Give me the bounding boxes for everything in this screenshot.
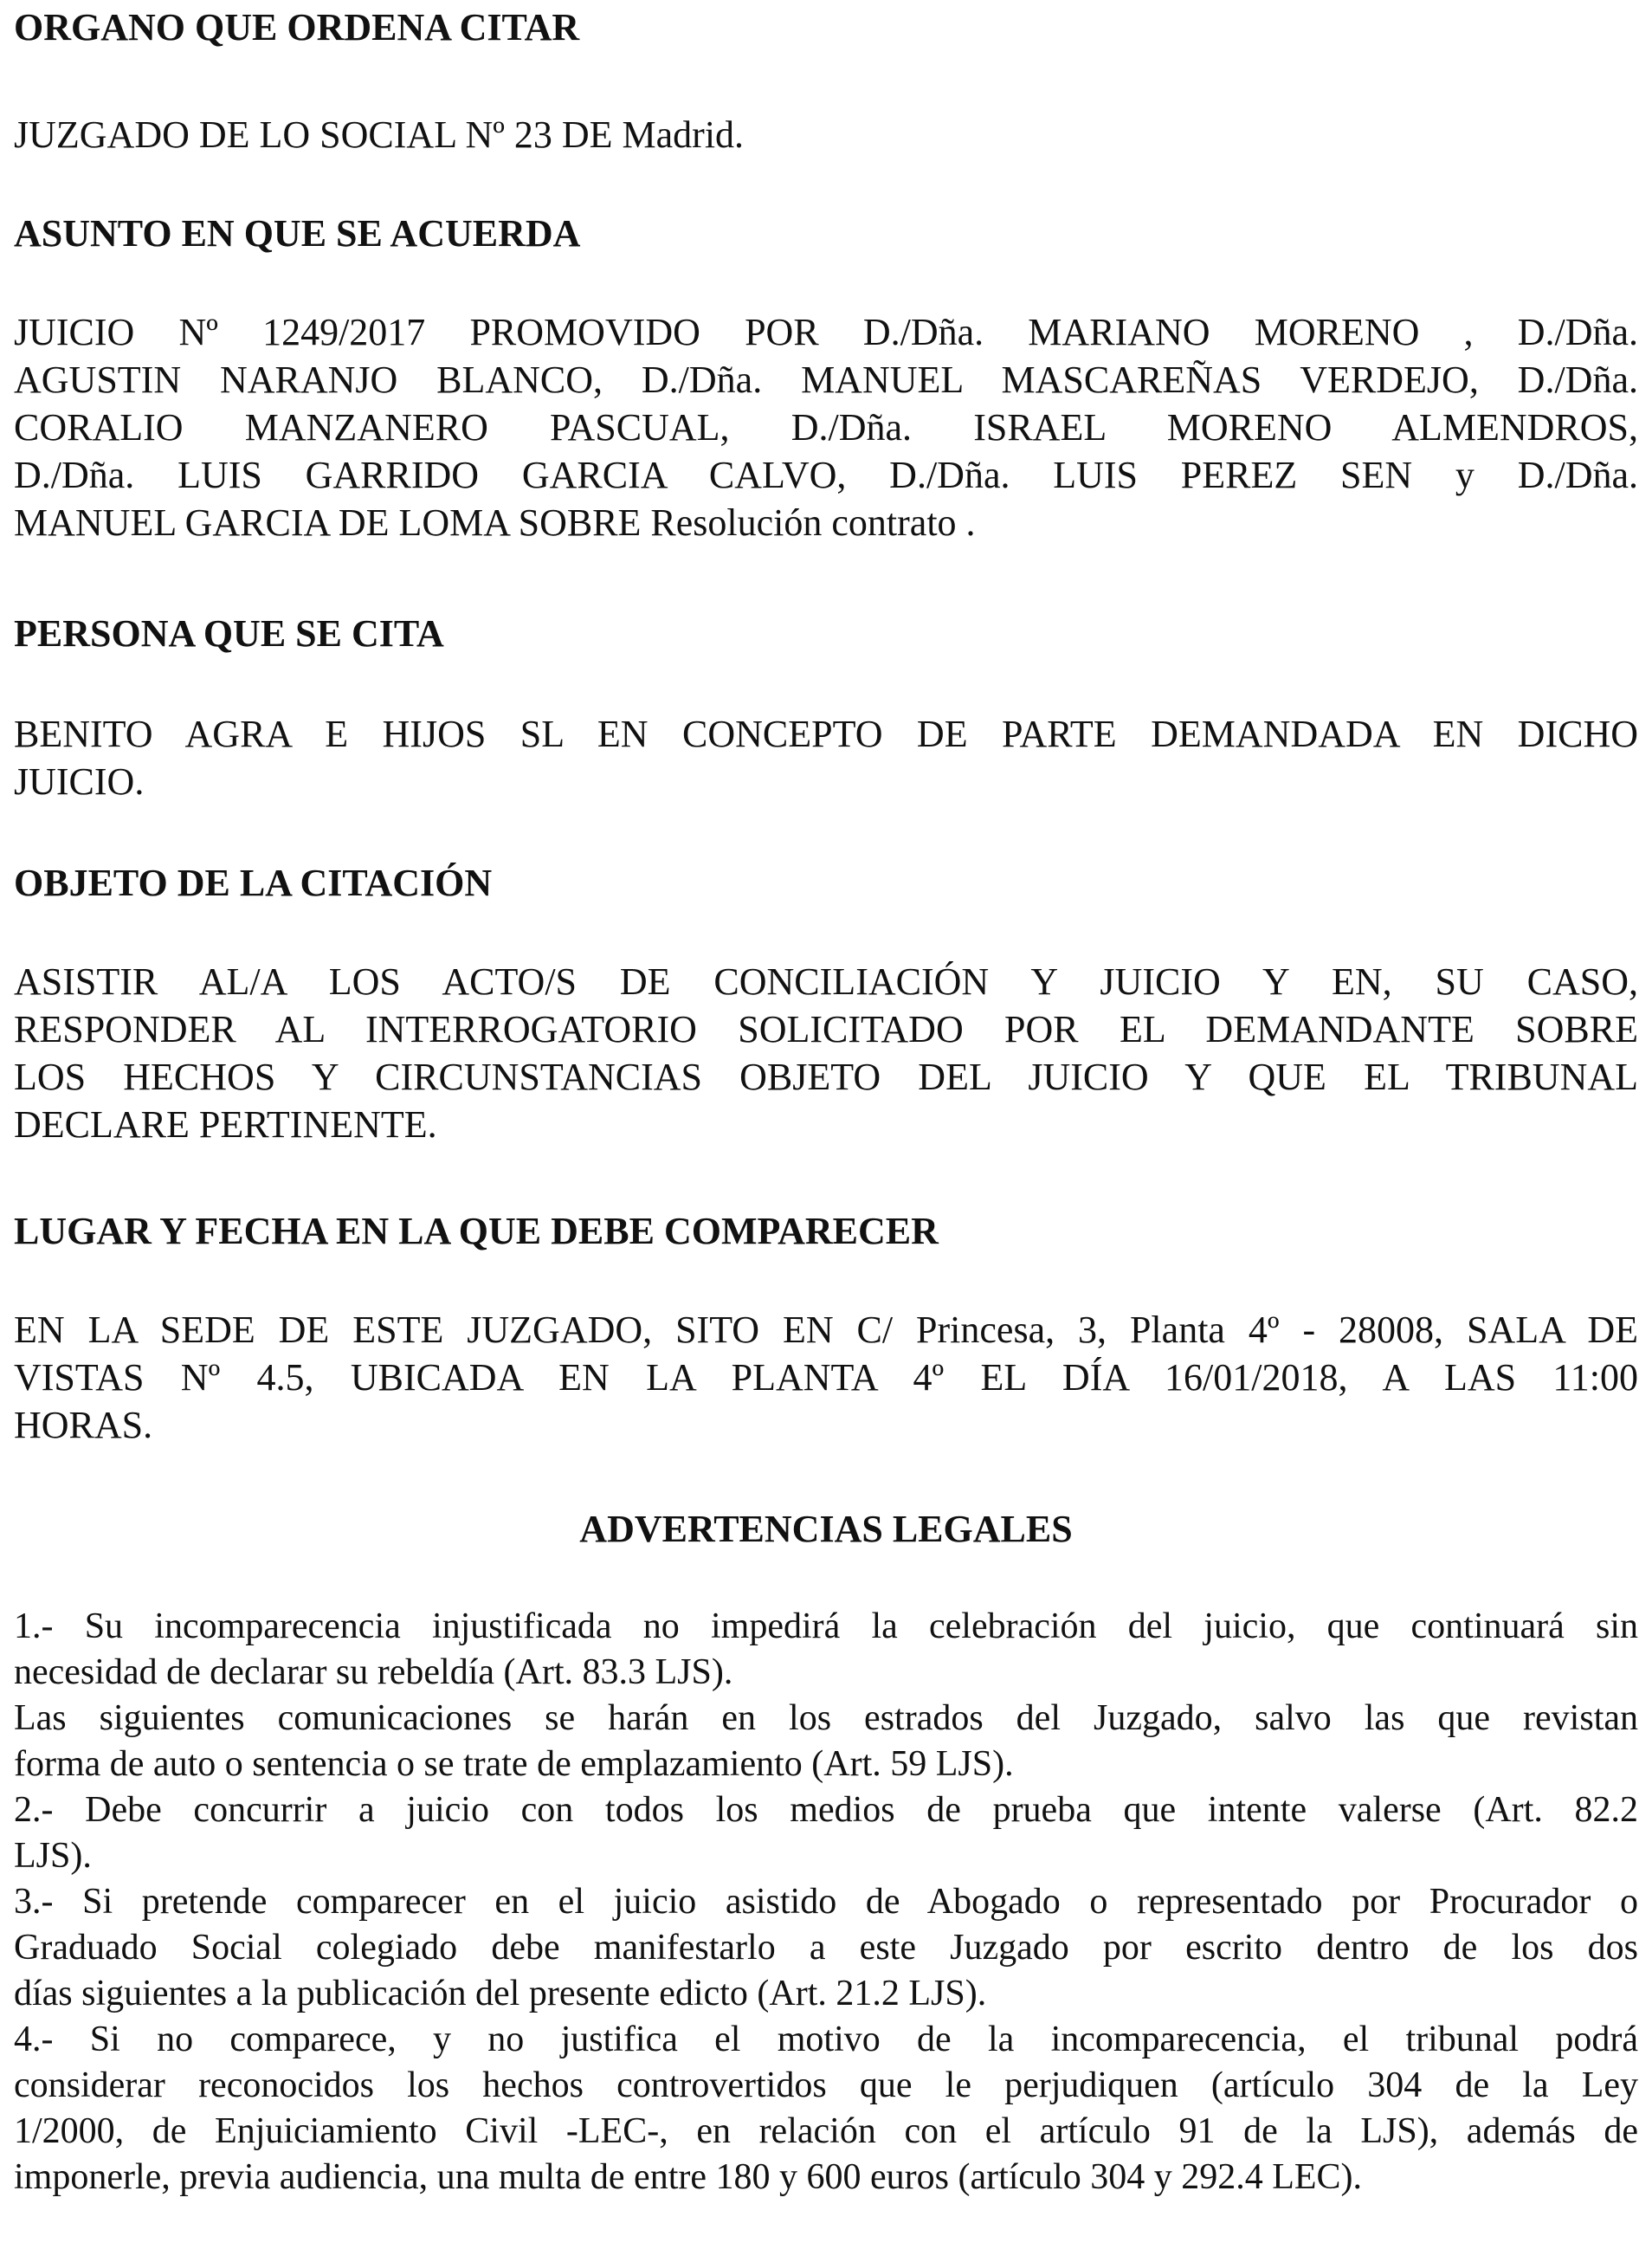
- advertencia-line: forma de auto o sentencia o se trate de emplazamiento (Art. 59 LJS).: [14, 1744, 1014, 1784]
- advertencia-line: imponerle, previa audiencia, una multa de entre 180 y 600 euros (artículo 304 y 292.4 LEC).: [14, 2157, 1363, 2197]
- asunto-line: MANUEL GARCIA DE LOMA SOBRE Resolución contrato .: [14, 501, 976, 544]
- advertencia-line: Las siguientes comunicaciones se harán en los estrados del Juzgado, salvo las que revistan: [14, 1698, 1638, 1738]
- asunto-line: CORALIO MANZANERO PASCUAL, D./Dña. ISRAEL MORENO ALMENDROS,: [14, 406, 1638, 449]
- persona-line: JUICIO.: [14, 760, 145, 803]
- heading-lugar: LUGAR Y FECHA EN LA QUE DEBE COMPARECER: [14, 1210, 939, 1252]
- asunto-line: AGUSTIN NARANJO BLANCO, D./Dña. MANUEL MASCAREÑAS VERDEJO, D./Dña.: [14, 359, 1638, 401]
- advertencia-line: 4.- Si no comparece, y no justifica el motivo de la incomparecencia, el tribunal podrá: [14, 2020, 1638, 2059]
- heading-advertencias: ADVERTENCIAS LEGALES: [579, 1508, 1073, 1550]
- heading-organo: ORGANO QUE ORDENA CITAR: [14, 6, 580, 48]
- persona-text: [14, 710, 1638, 805]
- lugar-line: HORAS.: [14, 1404, 153, 1446]
- organo-text: [14, 111, 1638, 158]
- objeto-line: ASISTIR AL/A LOS ACTO/S DE CONCILIACIÓN Y JUICIO Y EN, SU CASO,: [14, 960, 1638, 1003]
- organo-line: JUZGADO DE LO SOCIAL Nº 23 DE Madrid.: [14, 113, 745, 156]
- persona-line: BENITO AGRA E HIJOS SL EN CONCEPTO DE PARTE DEMANDADA EN DICHO: [14, 713, 1638, 755]
- advertencia-line: LJS).: [14, 1836, 92, 1876]
- asunto-text: [14, 308, 1638, 546]
- advertencia-line: necesidad de declarar su rebeldía (Art. 83.3 LJS).: [14, 1652, 733, 1692]
- heading-persona: PERSONA QUE SE CITA: [14, 612, 444, 655]
- advertencia-line: 1/2000, de Enjuiciamiento Civil -LEC-, en relación con el artículo 91 de la LJS), además de: [14, 2111, 1638, 2151]
- lugar-text: [14, 1306, 1638, 1449]
- asunto-line: D./Dña. LUIS GARRIDO GARCIA CALVO, D./Dña. LUIS PEREZ SEN y D./Dña.: [14, 454, 1638, 496]
- advertencias-text: [14, 1604, 1638, 2201]
- lugar-line: VISTAS Nº 4.5, UBICADA EN LA PLANTA 4º EL DÍA 16/01/2018, A LAS 11:00: [14, 1356, 1638, 1399]
- advertencia-line: 3.- Si pretende comparecer en el juicio asistido de Abogado o representado por Procurador o: [14, 1882, 1638, 1922]
- advertencia-line: Graduado Social colegiado debe manifestarlo a este Juzgado por escrito dentro de los dos: [14, 1928, 1638, 1968]
- advertencia-line: considerar reconocidos los hechos controvertidos que le perjudiquen (artículo 304 de la Ley: [14, 2065, 1638, 2105]
- asunto-line: JUICIO Nº 1249/2017 PROMOVIDO POR D./Dña. MARIANO MORENO , D./Dña.: [14, 311, 1638, 353]
- advertencia-line: 1.- Su incomparecencia injustificada no impedirá la celebración del juicio, que continuará sin: [14, 1606, 1638, 1646]
- heading-asunto: ASUNTO EN QUE SE ACUERDA: [14, 212, 581, 255]
- advertencia-line: 2.- Debe concurrir a juicio con todos los medios de prueba que intente valerse (Art. 82.2: [14, 1790, 1638, 1830]
- objeto-line: DECLARE PERTINENTE.: [14, 1103, 437, 1146]
- advertencia-line: días siguientes a la publicación del presente edicto (Art. 21.2 LJS).: [14, 1974, 987, 2013]
- lugar-line: EN LA SEDE DE ESTE JUZGADO, SITO EN C/ Princesa, 3, Planta 4º - 28008, SALA DE: [14, 1309, 1638, 1351]
- objeto-text: [14, 958, 1638, 1148]
- heading-objeto: OBJETO DE LA CITACIÓN: [14, 862, 493, 904]
- objeto-line: RESPONDER AL INTERROGATORIO SOLICITADO POR EL DEMANDANTE SOBRE: [14, 1008, 1638, 1050]
- objeto-line: LOS HECHOS Y CIRCUNSTANCIAS OBJETO DEL JUICIO Y QUE EL TRIBUNAL: [14, 1056, 1638, 1098]
